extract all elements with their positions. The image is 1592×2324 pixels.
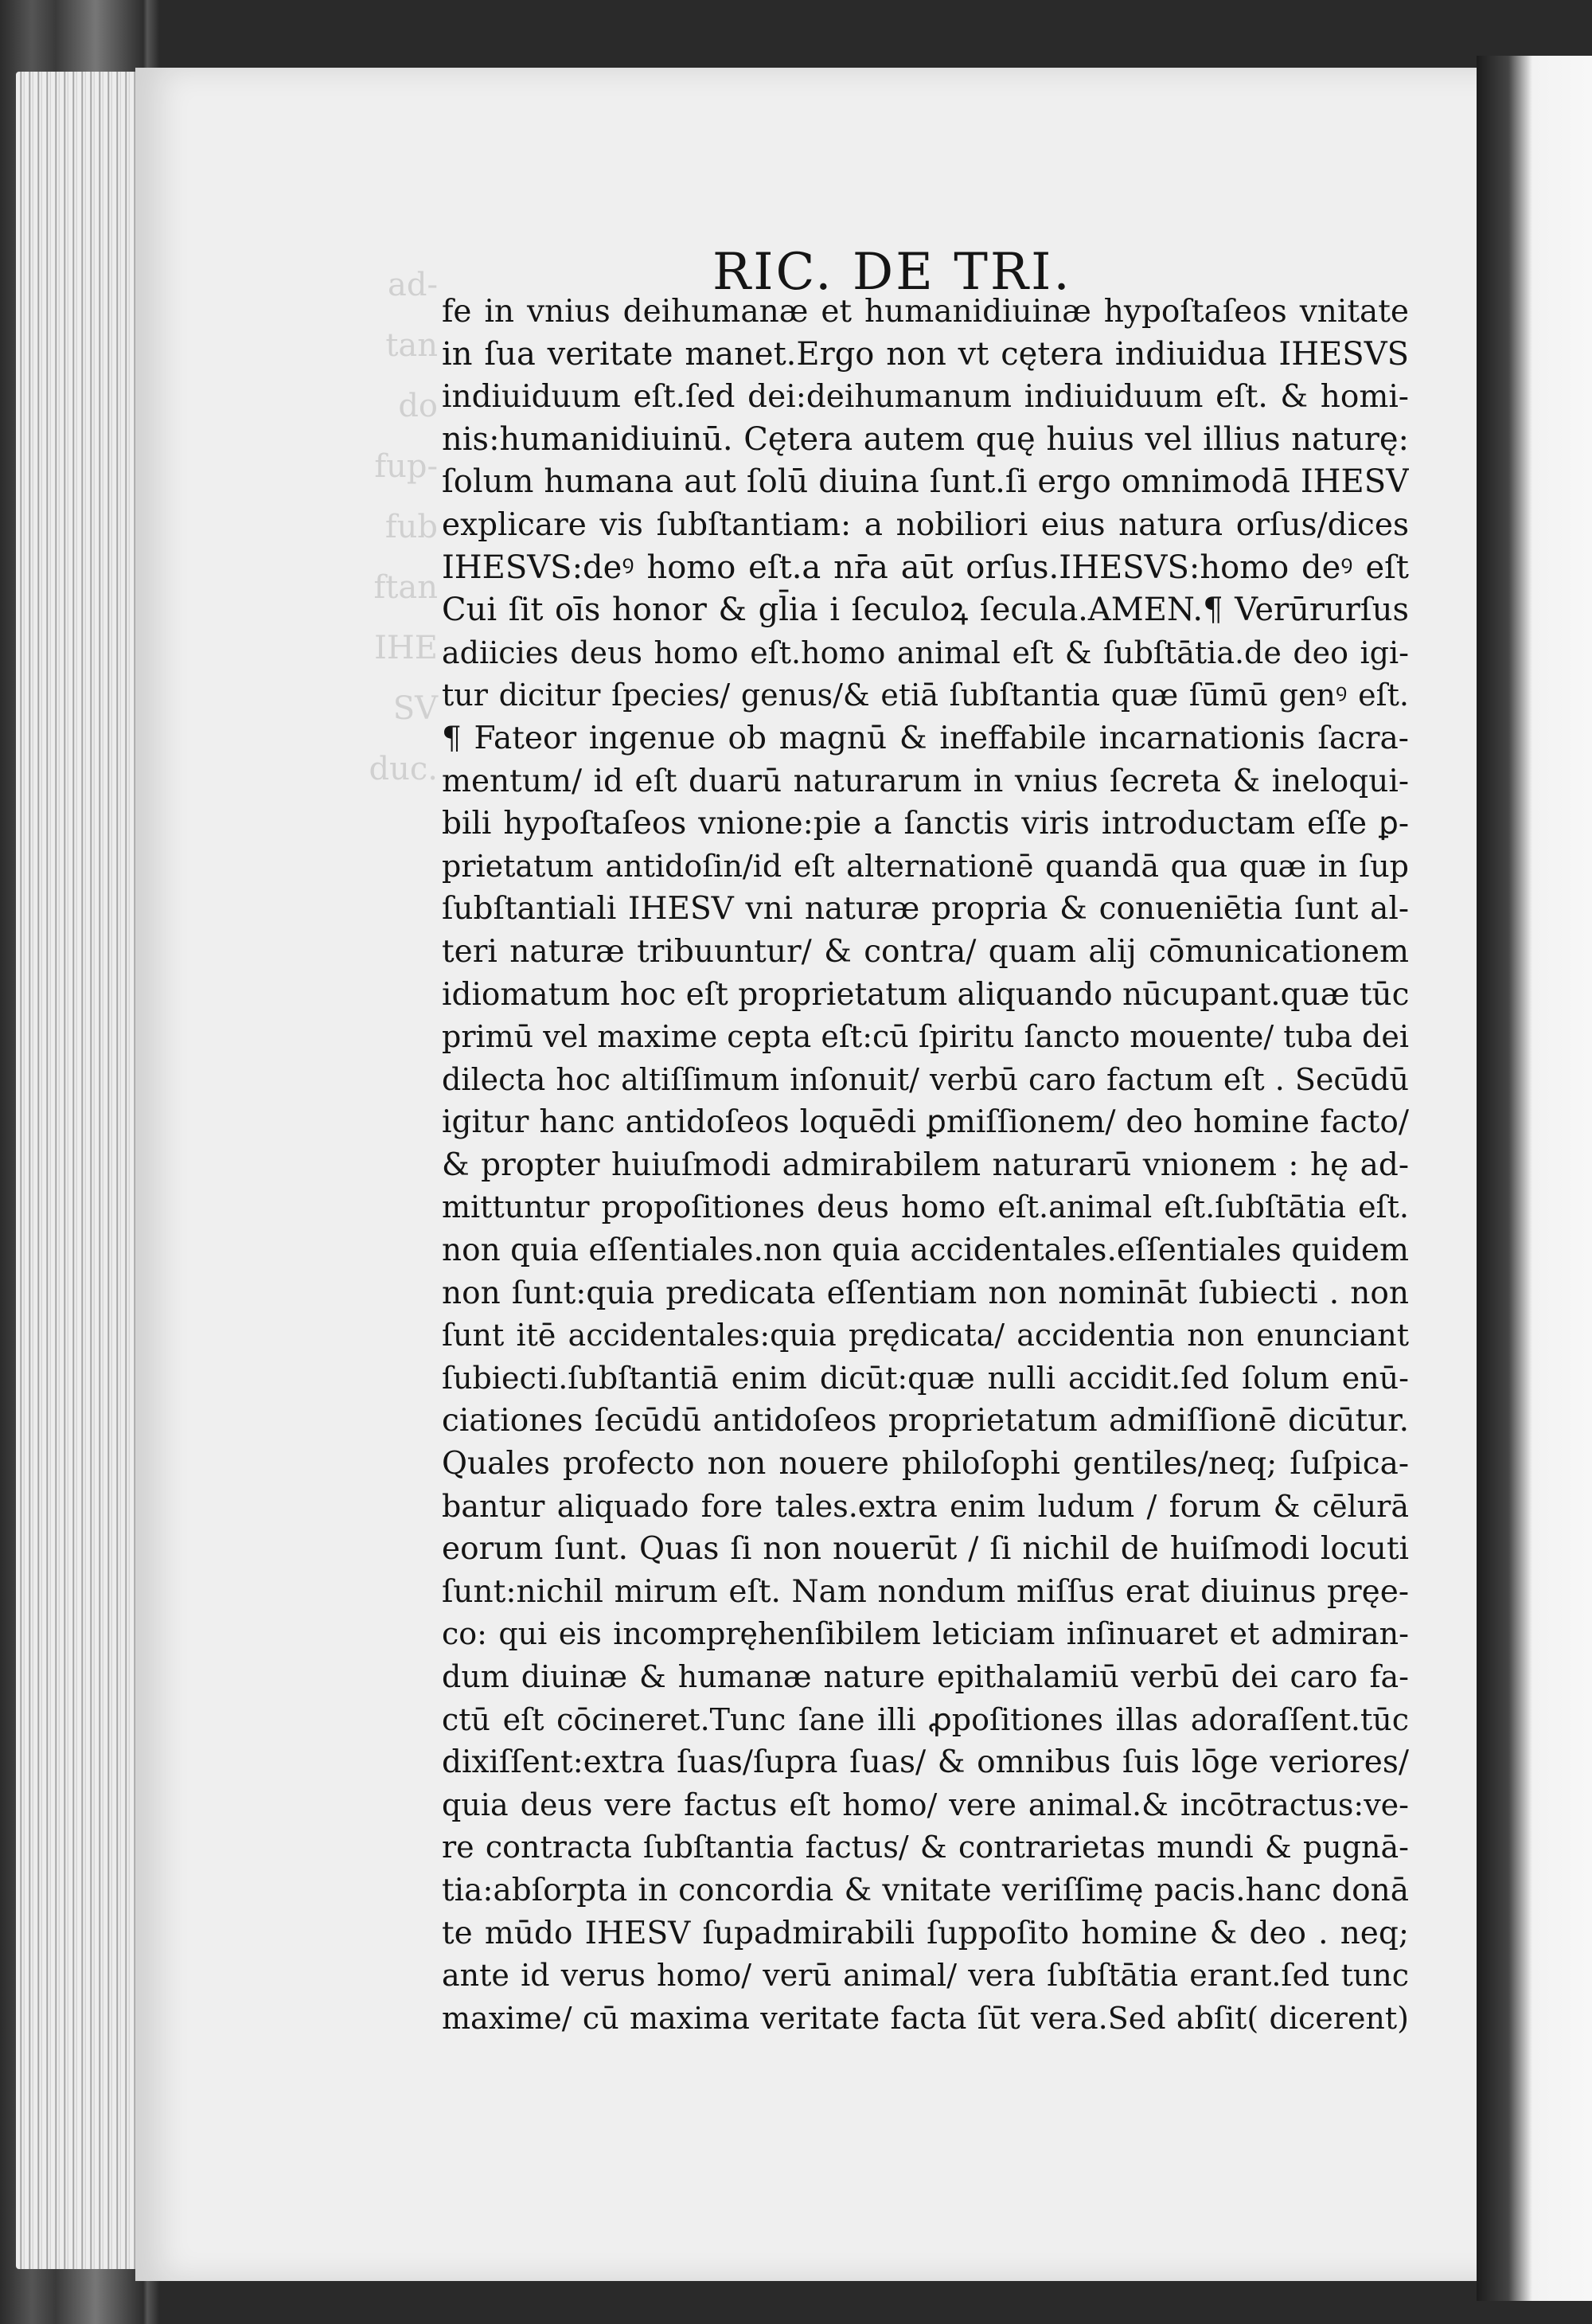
bleed-through-fragment: tan xyxy=(385,327,438,364)
bleed-through-fragment: IHE xyxy=(374,630,438,666)
bleed-through-text xyxy=(334,255,438,1210)
text-line: eorum ſunt. Quas ſi non nouerūt / ſi nichil de huiſmodi locuti xyxy=(442,1531,1409,1568)
text-line: non quia eſſentiales.non quia accidentales.eſſentiales quidem xyxy=(442,1232,1409,1269)
text-line: primū vel maxime cepta eſt:cū ſpiritu ſancto mouente/ tuba dei xyxy=(442,1019,1409,1055)
text-line: quia deus vere factus eſt homo/ vere animal.& incōtractus:ve- xyxy=(442,1787,1409,1822)
text-line: ¶ Fateor ingenue ob magnū & ineffabile incarnationis ſacra- xyxy=(442,720,1409,756)
text-line: re contracta ſubſtantia factus/ & contrarietas mundi & pugnā- xyxy=(442,1830,1409,1865)
text-line: bantur aliquado fore tales.extra enim ludum / forum & cēlurā xyxy=(442,1488,1409,1524)
text-line: ctū eſt cōcineret.Tunc ſane illi ꝓpoſitiones illas adoraſſent.tūc xyxy=(442,1701,1409,1737)
text-line: Quales profecto non nouere philoſophi gentiles/neq; ſuſpica- xyxy=(442,1446,1409,1482)
text-line: mentum/ id eſt duarū naturarum in vnius ſecreta & ineloqui- xyxy=(442,763,1409,799)
text-line: Cui ſit oīs honor & gl̄ia i ſeculoꝝ ſecula.AMEN.¶ Verūrurſus xyxy=(442,592,1409,629)
text-line: & propter huiuſmodi admirabilem naturarū vnionem : hę ad- xyxy=(442,1146,1409,1183)
bleed-through-fragment: ad- xyxy=(388,267,438,303)
text-line: nis:humanidiuinū. Cętera autem quę huius vel illius naturę: xyxy=(442,420,1409,458)
text-line: explicare vis ſubſtantiam: a nobiliori eius natura orſus/dices xyxy=(442,506,1409,543)
text-line: igitur hanc antidoſeos loquēdi ꝑmiſſionem/ deo homine facto/ xyxy=(442,1104,1409,1141)
bleed-through-fragment: fup- xyxy=(374,448,438,485)
text-line: idiomatum hoc eſt proprietatum aliquando nūcupant.quæ tūc xyxy=(442,976,1409,1013)
bleed-through-fragment: ftan xyxy=(373,569,438,606)
text-line: adiicies deus homo eſt.homo animal eſt & ſubſtātia.de deo igi- xyxy=(442,635,1409,670)
bleed-through-fragment: do xyxy=(398,388,438,424)
facing-page-edge xyxy=(1477,56,1592,2301)
text-line: non ſunt:quia predicata eſſentiam non nomināt ſubiecti . non xyxy=(442,1275,1409,1311)
text-line: teri naturæ tribuuntur/ & contra/ quam alij cōmunicationem xyxy=(442,933,1409,970)
text-line: prietatum antidoſin/id eſt alternationē quandā qua quæ in ſup xyxy=(442,848,1409,884)
text-line: ante id verus homo/ verū animal/ vera ſubſtātia erant.ſed tunc xyxy=(442,1958,1409,1994)
text-line: dilecta hoc altiſſimum inſonuit/ verbū caro factum eſt . Secūdū xyxy=(442,1061,1409,1097)
page-edges xyxy=(16,72,147,2269)
bleed-through-fragment: duc. xyxy=(369,751,438,787)
text-line: ſolum humana aut ſolū diuina ſunt.ſi ergo omnimodā IHESV xyxy=(442,463,1409,501)
text-line: tia:abſorpta in concordia & vnitate veriſſimę pacis.hanc donā xyxy=(442,1872,1409,1908)
text-line: fe in vnius deihumanæ et humanidiuinæ hypoſtaſeos vnitate xyxy=(442,294,1409,330)
text-line: te mūdo IHESV ſupadmirabili ſuppoſito homine & deo . neq; xyxy=(442,1915,1409,1951)
text-line: in ſua veritate manet.Ergo non vt cętera indiuidua IHESVS xyxy=(442,335,1409,373)
text-line: tur dicitur ſpecies/ genus/& etiā ſubſtantia quæ ſūmū genꝰ eſt. xyxy=(442,678,1409,713)
text-line: ſunt:nichil mirum eſt. Nam nondum miſſus erat diuinus pręe- xyxy=(442,1573,1409,1610)
bleed-through-fragment: fub xyxy=(384,509,438,545)
text-line: indiuiduum eſt.ſed dei:deihumanum indiuiduum eſt. & homi- xyxy=(442,379,1409,416)
text-line: dixiſſent:extra ſuas/ſupra ſuas/ & omnibus ſuis lōge veriores/ xyxy=(442,1744,1409,1781)
text-line: ciationes ſecūdū antidoſeos proprietatum admiſſionē dicūtur. xyxy=(442,1403,1409,1439)
text-line: ſubſtantiali IHESV vni naturæ propria & conueniētia ſunt al- xyxy=(442,891,1409,928)
bleed-through-fragment: SV xyxy=(392,690,438,727)
text-line: ſunt itē accidentales:quia prędicata/ accidentia non enunciant xyxy=(442,1318,1409,1353)
text-line: ſubiecti.ſubſtantiā enim dicūt:quæ nulli accidit.ſed ſolum enū- xyxy=(442,1360,1409,1396)
text-line: mittuntur propoſitiones deus homo eſt.animal eſt.ſubſtātia eſt. xyxy=(442,1189,1409,1225)
text-line: maxime/ cū maxima veritate facta ſūt vera.Sed abſit( dicerent) xyxy=(442,2000,1409,2036)
text-line: dum diuinæ & humanæ nature epithalamiū verbū dei caro fa- xyxy=(442,1659,1409,1694)
running-head: RIC. DE TRI. xyxy=(712,243,1072,302)
text-line: bili hypoſtaſeos vnione:pie a ſanctis viris introductam eſſe ꝑ- xyxy=(442,806,1409,842)
body-text xyxy=(442,291,1409,2040)
text-line: co: qui eis incompręhenſibilem leticiam inſinuaret et admiran- xyxy=(442,1616,1409,1652)
text-line: IHESVS:deꝰ homo eſt.a nr̄a aūt orſus.IHESVS:homo deꝰ eſt xyxy=(442,549,1409,586)
